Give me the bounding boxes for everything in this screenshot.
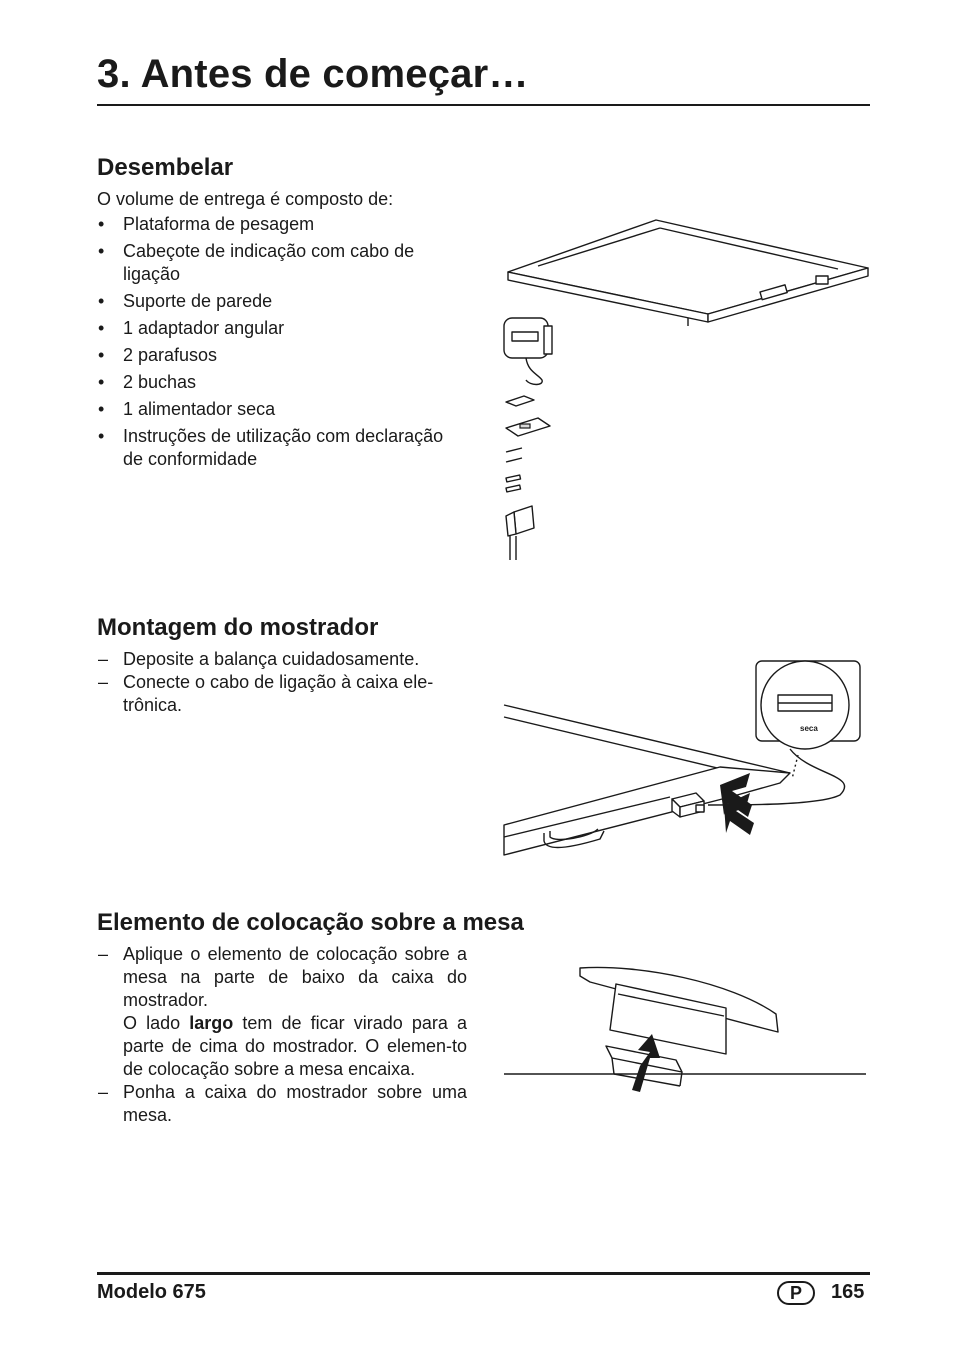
list-item — [97, 213, 467, 236]
bullet-mark: • — [98, 399, 105, 419]
step-item — [97, 671, 467, 717]
brand-logo-text: seca — [800, 724, 818, 733]
weighing-platform-drawing — [508, 220, 868, 326]
footer-rule — [97, 1272, 870, 1275]
title-rule — [97, 104, 870, 106]
screws-drawing — [506, 448, 522, 462]
section-heading-table-stand: Elemento de colocação sobre a mesa — [97, 909, 524, 936]
footer-model: Modelo 675 — [97, 1281, 206, 1303]
dash-mark: – — [98, 649, 109, 669]
list-item — [97, 290, 467, 313]
table-stand-illustration — [500, 958, 870, 1098]
step-item — [97, 1081, 467, 1127]
emphasis-largo: largo — [189, 1013, 234, 1033]
section-heading-unpacking: Desembelar — [97, 154, 234, 181]
display-head-drawing — [756, 661, 860, 749]
page-number: 165 — [831, 1281, 865, 1303]
list-item-text: 2 buchas — [123, 372, 197, 392]
step-text-before: O lado — [123, 1013, 190, 1033]
list-item — [97, 317, 467, 340]
step-text: Aplique o elemento de colocação sobre a mesa na parte de baixo da caixa do mostrador. — [123, 944, 467, 1010]
power-supply-drawing — [506, 506, 534, 560]
display-mounting-illustration — [500, 655, 870, 865]
language-badge: P — [777, 1281, 815, 1305]
bullet-mark: • — [98, 291, 105, 311]
step-text: Deposite a balança cuidadosamente. — [123, 649, 420, 669]
unpacking-intro: O volume de entrega é composto de: — [97, 189, 394, 209]
dash-mark: – — [98, 944, 109, 964]
list-item — [97, 240, 467, 286]
step-item — [97, 648, 467, 671]
dowels-drawing — [506, 475, 521, 492]
list-item — [97, 398, 467, 421]
list-item-text: Cabeçote de indicação com cabo de ligação — [123, 241, 415, 284]
bullet-mark: • — [98, 241, 105, 261]
step-text: Conecte o cabo de ligação à caixa ele-trônica. — [123, 672, 434, 715]
delivery-contents-list — [97, 213, 467, 475]
bullet-mark: • — [98, 318, 105, 338]
list-item-text: Instruções de utilização com declaração de conformidade — [123, 426, 444, 469]
list-item-text: Plataforma de pesagem — [123, 214, 315, 234]
delivery-contents-illustration — [498, 214, 870, 564]
bullet-mark: • — [98, 426, 105, 446]
step-text-after: tem de ficar virado para a parte de cima do mostrador. O elemen-to de colocação sobre a mesa encaixa. — [123, 1013, 467, 1079]
list-item-text: 2 parafusos — [123, 345, 218, 365]
page-title: 3. Antes de começar… — [97, 52, 529, 96]
dash-mark: – — [98, 1082, 109, 1102]
bullet-mark: • — [98, 372, 105, 392]
section-heading-display-mounting: Montagem do mostrador — [97, 614, 379, 641]
list-item-text: 1 adaptador angular — [123, 318, 285, 338]
list-item-text: Suporte de parede — [123, 291, 273, 311]
step-item — [97, 943, 467, 1081]
table-stand-steps — [97, 943, 467, 1127]
bullet-mark: • — [98, 214, 105, 234]
list-item — [97, 344, 467, 367]
bullet-mark: • — [98, 345, 105, 365]
display-mounting-steps — [97, 648, 467, 717]
display-head-drawing — [504, 318, 552, 385]
display-case-drawing — [580, 967, 778, 1054]
wall-bracket-drawing — [506, 396, 550, 436]
step-text: Ponha a caixa do mostrador sobre uma mesa. — [123, 1082, 467, 1125]
dash-mark: – — [98, 672, 109, 692]
list-item — [97, 425, 467, 471]
list-item-text: 1 alimentador seca — [123, 399, 276, 419]
list-item — [97, 371, 467, 394]
